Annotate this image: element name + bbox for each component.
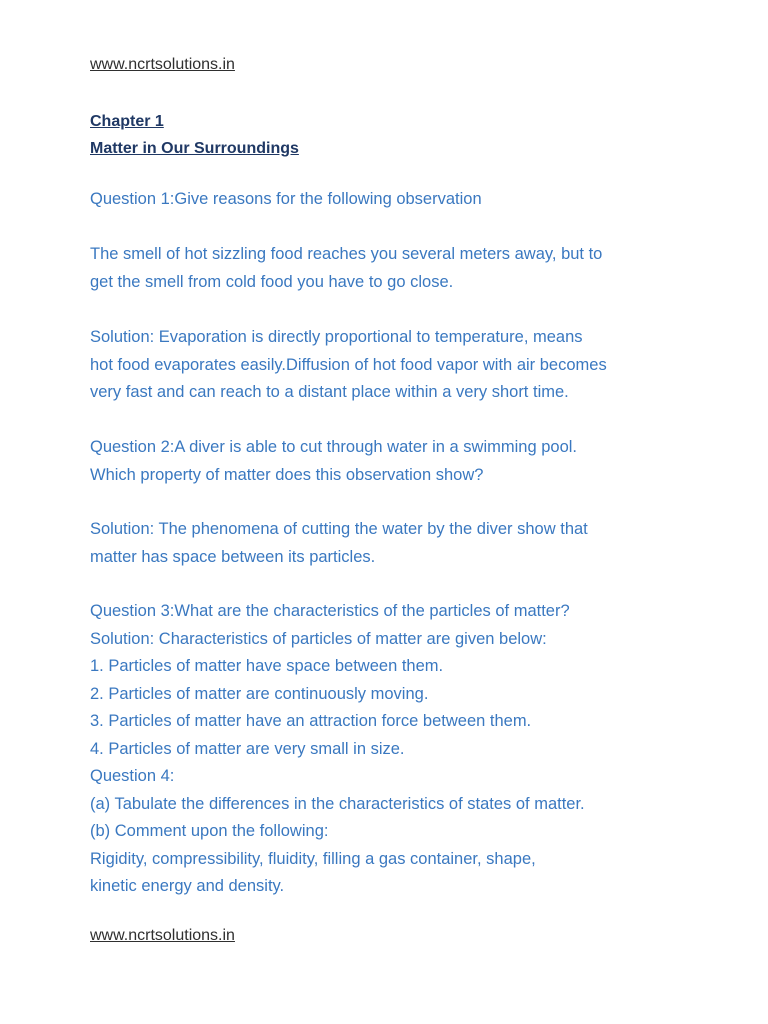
list-item: 3. Particles of matter have an attraction force between them. — [90, 712, 532, 730]
text-line: kinetic energy and density. — [90, 877, 285, 895]
text-line: matter has space between its particles. — [90, 547, 376, 566]
footer-url-link[interactable]: www.ncrtsolutions.in — [90, 927, 235, 944]
question-3-text: Question 3:What are the characteristics of the particles of matter? — [90, 602, 570, 620]
text-line: Solution: The phenomena of cutting the water by the diver show that — [90, 520, 588, 538]
question-4-text: Question 4: — [90, 767, 175, 785]
text-line: Question 2:A diver is able to cut through water in a swimming pool. — [90, 438, 577, 456]
list-item: 4. Particles of matter are very small in size. — [90, 739, 405, 758]
chapter-number: Chapter 1 — [90, 113, 164, 130]
question-2-block — [90, 434, 710, 489]
chapter-heading — [90, 108, 299, 162]
question-4-part-a: (a) Tabulate the differences in the characteristics of states of matter. — [90, 794, 585, 813]
question-1-text: Question 1:Give reasons for the following observation — [90, 190, 482, 208]
text-line: Solution: Evaporation is directly proportional to temperature, means — [90, 328, 583, 346]
chapter-title: Matter in Our Surroundings — [90, 140, 299, 157]
question-4-part-b: (b) Comment upon the following: — [90, 822, 329, 840]
text-line: The smell of hot sizzling food reaches you several meters away, but to — [90, 245, 603, 263]
text-line: hot food evaporates easily.Diffusion of hot food vapor with air becomes — [90, 355, 607, 374]
question-2-solution — [90, 516, 710, 571]
header-url-link[interactable]: www.ncrtsolutions.in — [90, 56, 235, 73]
text-line: very fast and can reach to a distant place within a very short time. — [90, 383, 569, 401]
question-3-solution-intro: Solution: Characteristics of particles of matter are given below: — [90, 629, 547, 648]
text-line: Rigidity, compressibility, fluidity, filling a gas container, shape, — [90, 849, 536, 868]
question-3-block — [90, 598, 710, 901]
text-line: Which property of matter does this observation show? — [90, 465, 484, 484]
question-1-block — [90, 186, 710, 214]
question-1-statement — [90, 241, 710, 296]
text-line: get the smell from cold food you have to go close. — [90, 272, 454, 291]
list-item: 1. Particles of matter have space between them. — [90, 657, 444, 675]
list-item: 2. Particles of matter are continuously moving. — [90, 684, 429, 703]
question-1-solution — [90, 324, 710, 407]
